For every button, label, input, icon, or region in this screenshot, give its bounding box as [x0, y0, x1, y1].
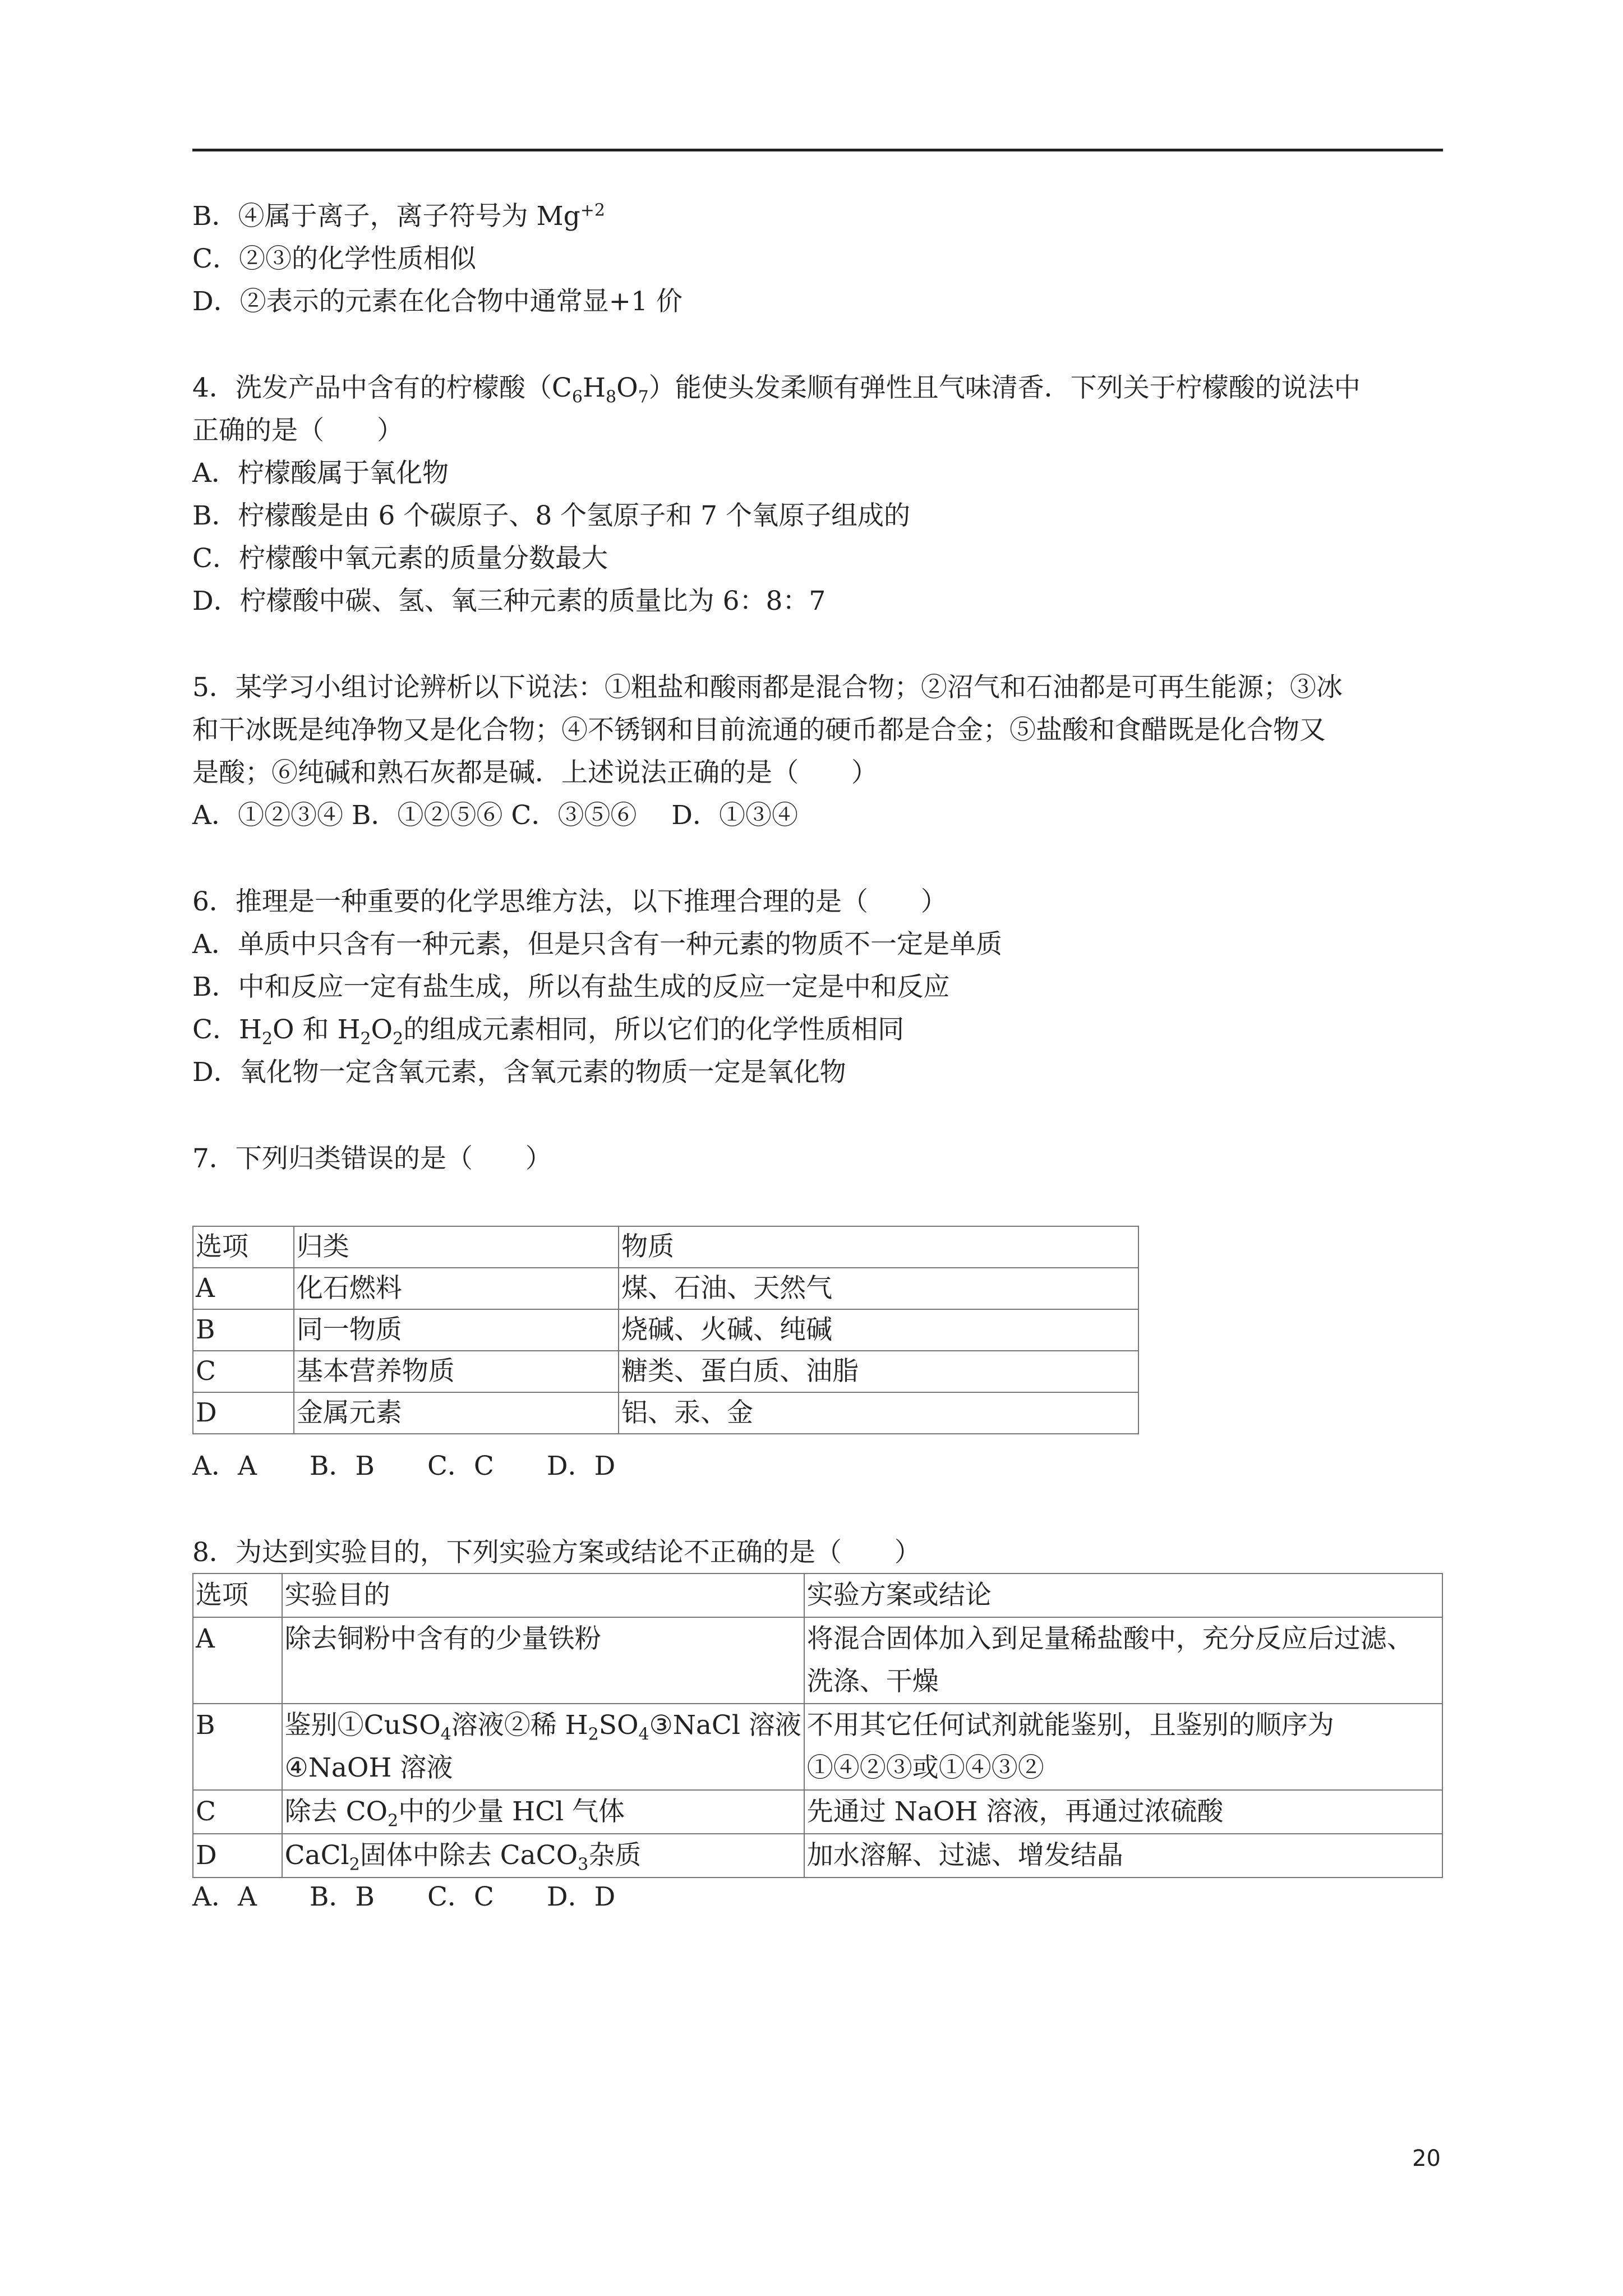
table-cell: 化石燃料: [294, 1268, 619, 1309]
table-cell: 将混合固体加入到足量稀盐酸中，充分反应后过滤、 洗涤、干燥: [804, 1617, 1442, 1704]
q6-option-c: C．$H_2O$ 和 $H_2O_2$的组成元素相同，所以它们的化学性质相同: [192, 1014, 905, 1049]
table-header-cell: 实验方案或结论: [804, 1573, 1442, 1617]
table-row: [193, 1392, 1138, 1434]
table-header-cell: 归类: [294, 1226, 619, 1268]
q4-stem-line1: 4．洗发产品中含有的柠檬酸$(C_6H_8O_7)$能使头发柔顺有弹性且气味清香．下列关于柠檬酸的说法中: [192, 372, 1361, 407]
q4-stem-line2: 正确的是（ ）: [192, 415, 403, 446]
q5-options: A．①②③④ B．①②⑤⑥ C．③⑤⑥ D．①③④: [192, 800, 798, 831]
q8-stem: 8．为达到实验目的，下列实验方案或结论不正确的是（ ）: [192, 1537, 921, 1568]
table-cell: 基本营养物质: [294, 1351, 619, 1392]
table-header-cell: 实验目的: [282, 1573, 804, 1617]
table-cell: A: [193, 1268, 294, 1309]
table-cell: 除去铜粉中含有的少量铁粉: [282, 1617, 804, 1704]
table-header-cell: 选项: [193, 1573, 282, 1617]
table-row: [193, 1309, 1138, 1351]
q5-stem-line3: 是酸；⑥纯碱和熟石灰都是碱．上述说法正确的是（ ）: [192, 757, 878, 788]
table-cell: B: [193, 1309, 294, 1351]
q7-options: A．A B．B C．C D．D: [192, 1451, 616, 1481]
q6-option-a: A．单质中只含有一种元素，但是只含有一种元素的物质不一定是单质: [192, 929, 1002, 960]
table-row: [193, 1834, 1442, 1878]
q6-option-b: B．中和反应一定有盐生成，所以有盐生成的反应一定是中和反应: [192, 972, 950, 1002]
table-row: [193, 1617, 1442, 1704]
q5-stem-line2: 和干冰既是纯净物又是化合物；④不锈钢和目前流通的硬币都是合金；⑤盐酸和食醋既是化合物又: [192, 715, 1326, 746]
table-cell: D: [193, 1392, 294, 1434]
table-cell: 先通过 NaOH 溶液，再通过浓硫酸: [804, 1790, 1442, 1834]
table-cell: 铝、汞、金: [619, 1392, 1138, 1434]
table-row: [193, 1351, 1138, 1392]
q3-option-d: D．②表示的元素在化合物中通常显+1 价: [192, 286, 683, 317]
table-row: [193, 1704, 1442, 1790]
table-cell: 同一物质: [294, 1309, 619, 1351]
table-cell: CaCl$_2$固体中除去 CaCO$_3$杂质: [282, 1834, 804, 1878]
table-header-cell: 物质: [619, 1226, 1138, 1268]
q4-option-d: D．柠檬酸中碳、氢、氧三种元素的质量比为 6：8：7: [192, 586, 826, 616]
table-header-cell: 选项: [193, 1226, 294, 1268]
table-cell: 鉴别①CuSO$_4$溶液②稀 $H_2SO_4③NaCl$ 溶液 ④NaOH 溶液: [282, 1704, 804, 1790]
q5-stem-line1: 5．某学习小组讨论辨析以下说法：①粗盐和酸雨都是混合物；②沼气和石油都是可再生能源；③冰: [192, 672, 1343, 703]
q6-stem: 6．推理是一种重要的化学思维方法，以下推理合理的是（ ）: [192, 886, 947, 917]
table-cell: 除去 $CO_2$中的少量 HCl 气体: [282, 1790, 804, 1834]
table-header-row: [193, 1226, 1138, 1268]
table-cell: 金属元素: [294, 1392, 619, 1434]
q4-option-c: C．柠檬酸中氧元素的质量分数最大: [192, 543, 608, 574]
q6-option-d: D．氧化物一定含氧元素，含氧元素的物质一定是氧化物: [192, 1057, 846, 1088]
table-row: [193, 1268, 1138, 1309]
table-cell: C: [193, 1351, 294, 1392]
table-cell: B: [193, 1704, 282, 1790]
q8-options: A．A B．B C．C D．D: [192, 1881, 616, 1912]
q4-option-b: B．柠檬酸是由 6 个碳原子、8 个氢原子和 7 个氧原子组成的: [192, 500, 910, 531]
q3-option-b: B．④属于离子，离子符号为 $Mg^{+2}$: [192, 200, 605, 232]
table-cell: A: [193, 1617, 282, 1704]
q3-option-c: C．②③的化学性质相似: [192, 243, 476, 274]
table-cell: 烧碱、火碱、纯碱: [619, 1309, 1138, 1351]
table-cell: 不用其它任何试剂就能鉴别，且鉴别的顺序为 ①④②③或①④③②: [804, 1704, 1442, 1790]
table-row: [193, 1790, 1442, 1834]
table-cell: C: [193, 1790, 282, 1834]
header-rule: [192, 149, 1443, 151]
q8-table: [192, 1573, 1443, 1878]
q7-stem: 7．下列归类错误的是（ ）: [192, 1143, 552, 1174]
q4-option-a: A．柠檬酸属于氧化物: [192, 458, 449, 489]
table-cell: 煤、石油、天然气: [619, 1268, 1138, 1309]
table-cell: 加水溶解、过滤、增发结晶: [804, 1834, 1442, 1878]
page-number: 20: [1412, 2146, 1441, 2171]
table-cell: 糖类、蛋白质、油脂: [619, 1351, 1138, 1392]
table-cell: D: [193, 1834, 282, 1878]
q7-table: [192, 1226, 1139, 1434]
table-header-row: [193, 1573, 1442, 1617]
